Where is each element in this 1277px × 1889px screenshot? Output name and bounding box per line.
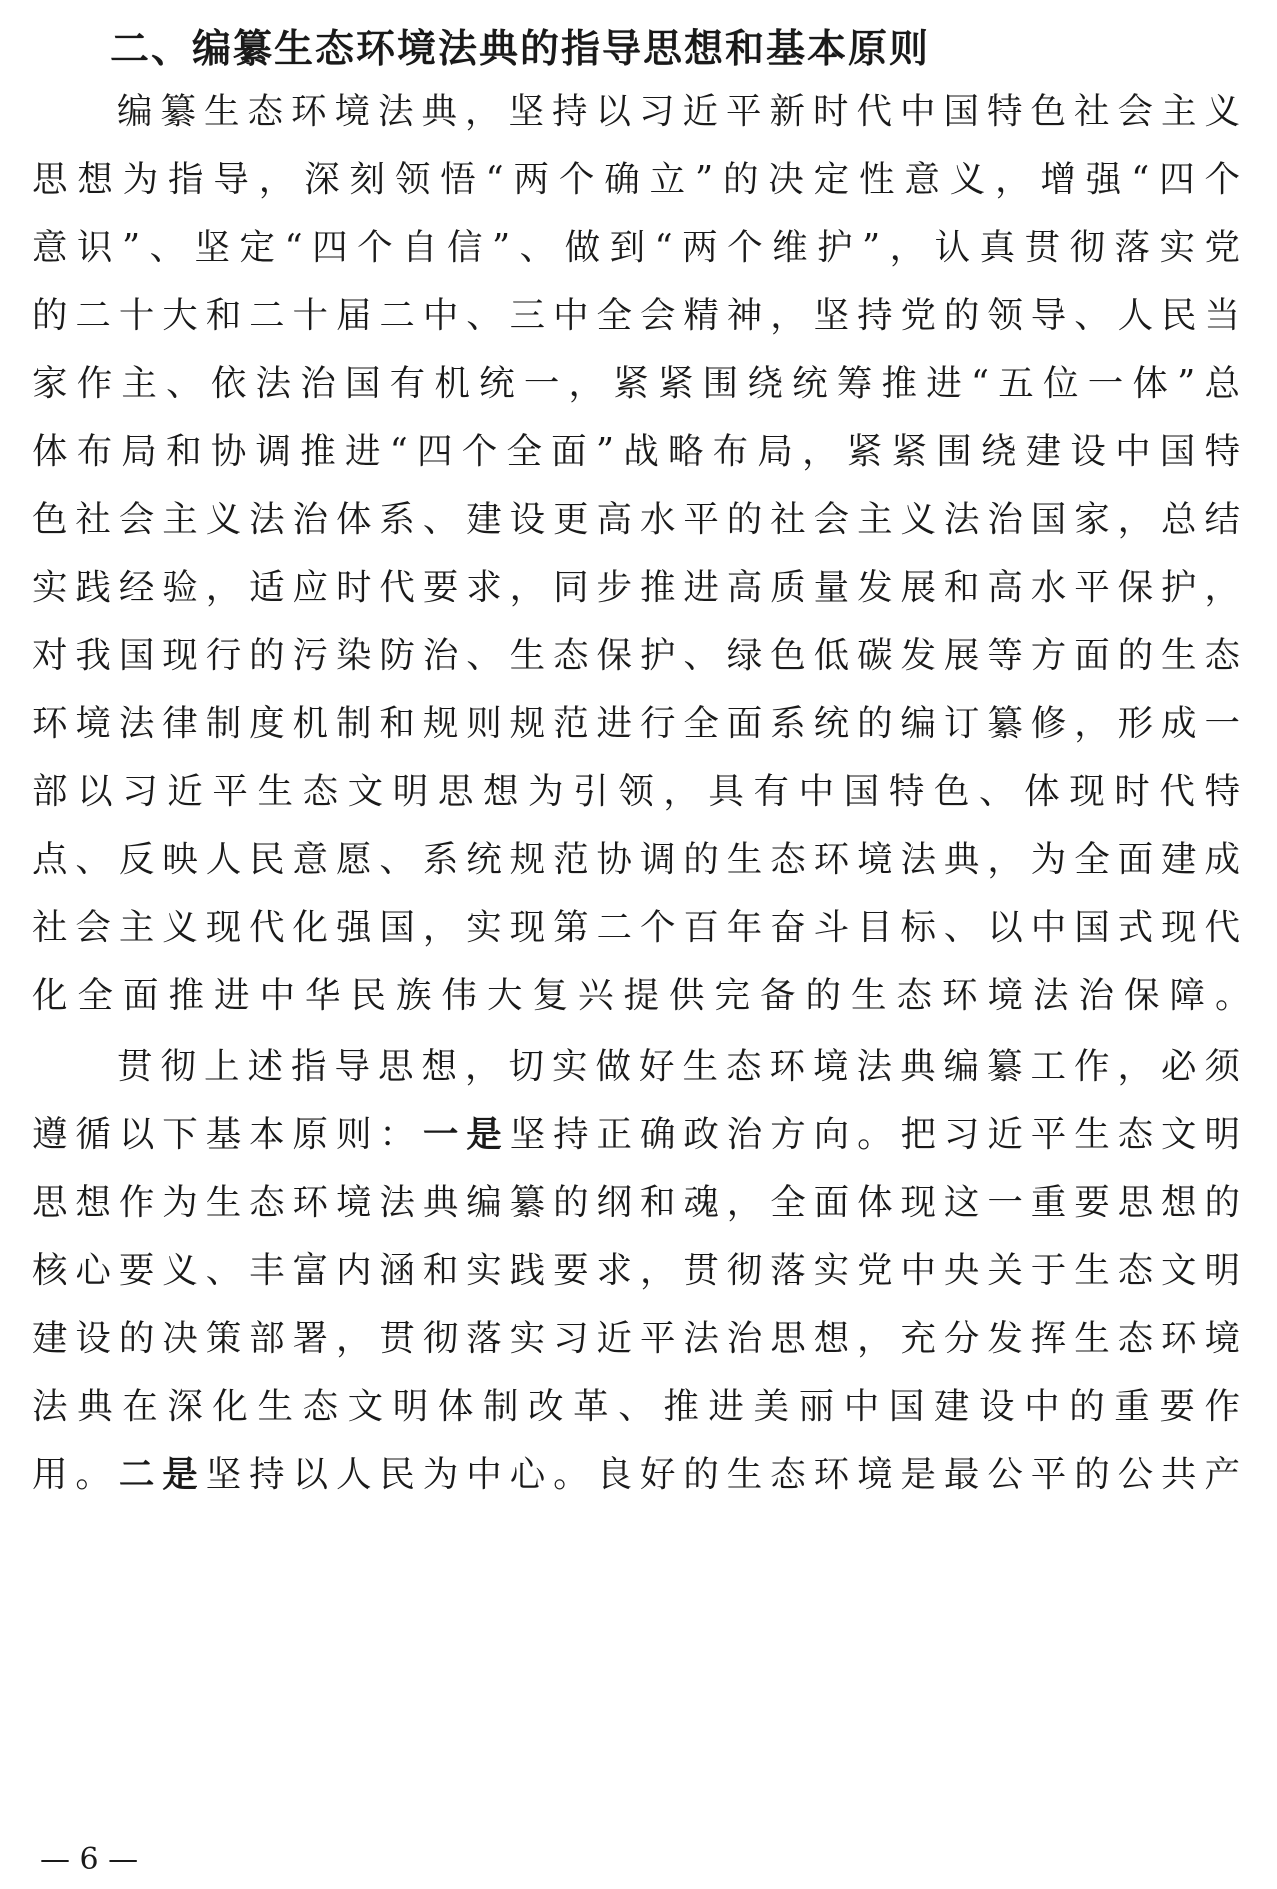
paragraph-line	[32, 1103, 1240, 1167]
section-heading: 二、编纂生态环境法典的指导思想和基本原则	[110, 27, 931, 72]
paragraph-line: 的二十大和二十届二中、三中全会精神，坚持党的领导、人民当	[32, 295, 1240, 336]
principle-marker: 一是	[422, 1114, 510, 1155]
paragraph-line: 部以习近平生态文明思想为引领，具有中国特色、体现时代特	[32, 771, 1240, 812]
paragraph-line	[32, 1443, 1240, 1507]
principle-marker: 二是	[118, 1454, 206, 1495]
paragraph-line: 法典在深化生态文明体制改革、推进美丽中国建设中的重要作	[32, 1386, 1240, 1427]
paragraph-line: 家作主、依法治国有机统一，紧紧围绕统筹推进“五位一体”总	[32, 363, 1240, 404]
paragraph-line: 体布局和协调推进“四个全面”战略布局，紧紧围绕建设中国特	[32, 431, 1240, 472]
text-run: 坚持以人民为中心。良好的生态环境是最公平的公共产	[205, 1454, 1240, 1495]
paragraph-line: 核心要义、丰富内涵和实践要求，贯彻落实党中央关于生态文明	[32, 1250, 1240, 1291]
paragraph-line: 点、反映人民意愿、系统规范协调的生态环境法典，为全面建成	[32, 839, 1240, 880]
paragraph-line: 色社会主义法治体系、建设更高水平的社会主义法治国家，总结	[32, 499, 1240, 540]
paragraph-line: 思想为指导，深刻领悟“两个确立”的决定性意义，增强“四个	[32, 159, 1240, 200]
paragraph-line: 思想作为生态环境法典编纂的纲和魂，全面体现这一重要思想的	[32, 1182, 1240, 1223]
text-run: 遵循以下基本原则：	[32, 1114, 423, 1155]
paragraph-line: 对我国现行的污染防治、生态保护、绿色低碳发展等方面的生态	[32, 635, 1240, 676]
paragraph-line: 建设的决策部署，贯彻落实习近平法治思想，充分发挥生态环境	[32, 1318, 1240, 1359]
text-run: 坚持正确政治方向。把习近平生态文明	[509, 1114, 1240, 1155]
paragraph-line: 意识”、坚定“四个自信”、做到“两个维护”，认真贯彻落实党	[32, 227, 1240, 268]
paragraph-line: 社会主义现代化强国，实现第二个百年奋斗目标、以中国式现代	[32, 907, 1240, 948]
paragraph-line: 实践经验，适应时代要求，同步推进高质量发展和高水平保护，	[32, 567, 1240, 608]
text-run: 用。	[32, 1454, 119, 1495]
paragraph-line: 化全面推进中华民族伟大复兴提供完备的生态环境法治保障。	[32, 975, 1261, 1016]
paragraph-line: 环境法律制度机制和规则规范进行全面系统的编订纂修，形成一	[32, 703, 1240, 744]
page-number: — 6 —	[40, 1842, 139, 1877]
paragraph-line: 编纂生态环境法典，坚持以习近平新时代中国特色社会主义	[117, 91, 1240, 132]
paragraph-line: 贯彻上述指导思想，切实做好生态环境法典编纂工作，必须	[117, 1046, 1240, 1087]
